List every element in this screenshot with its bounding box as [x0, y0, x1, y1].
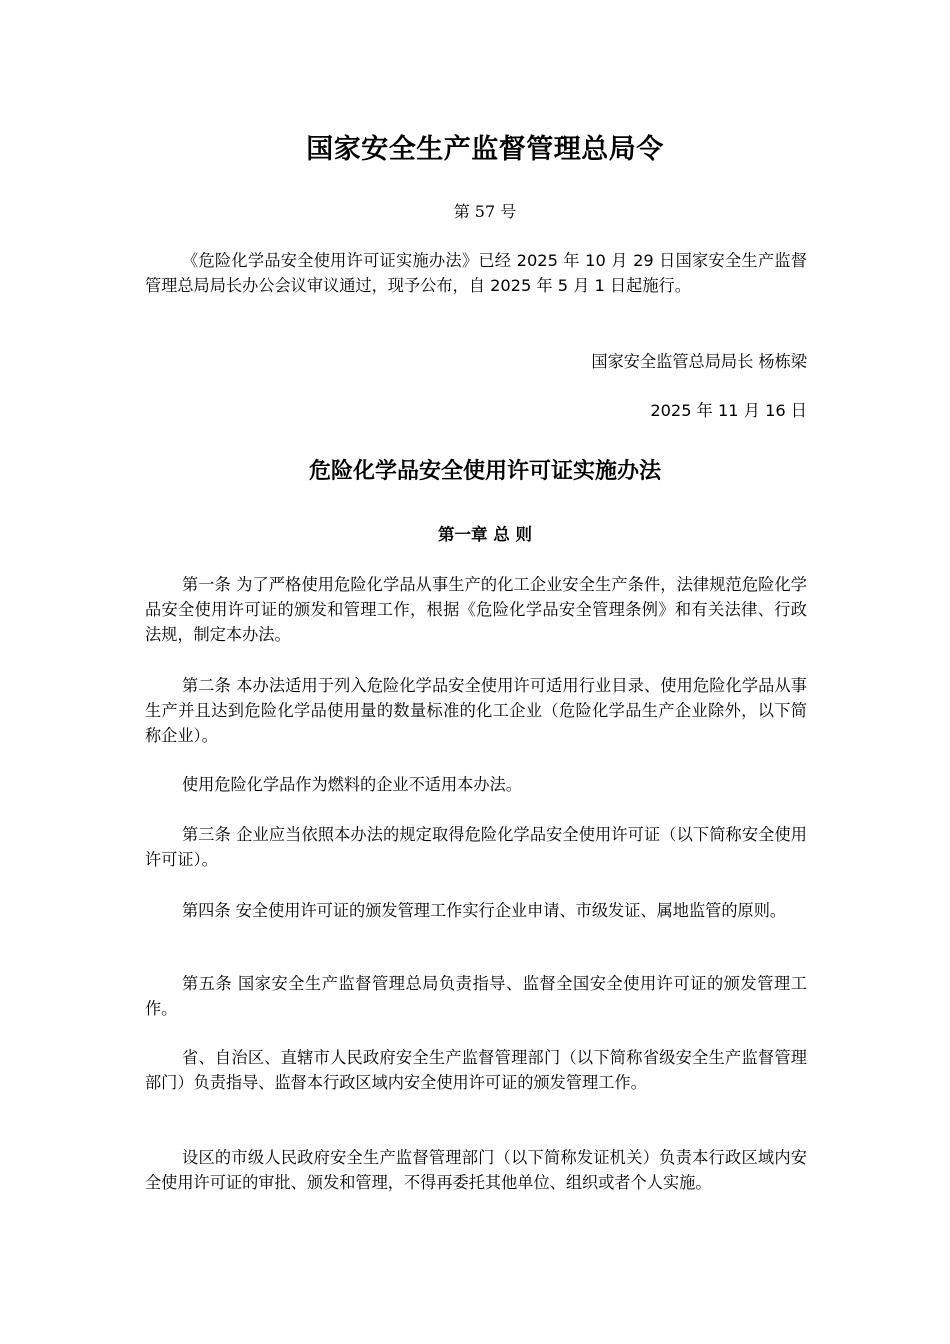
document-title: 危险化学品安全使用许可证实施办法	[308, 459, 661, 484]
article-paragraph: 第三条 企业应当依照本办法的规定取得危险化学品安全使用许可证（以下简称安全使用许可证）。	[145, 825, 807, 869]
order-number: 第 57 号	[453, 202, 517, 221]
order-title: 国家安全生产监督管理总局令	[306, 134, 664, 165]
article-paragraph: 省、自治区、直辖市人民政府安全生产监督管理部门（以下简称省级安全生产监督管理部门）负责指导、监督本行政区域内安全使用许可证的颁发管理工作。	[145, 1048, 807, 1092]
announcement-paragraph: 《危险化学品安全使用许可证实施办法》已经 2025 年 10 月 29 日国家安全生产监督管理总局局长办公会议审议通过，现予公布，自 2025 年 5 月 1 日起施行。	[145, 251, 807, 295]
article-paragraph: 第二条 本办法适用于列入危险化学品安全使用许可适用行业目录、使用危险化学品从事生产并且达到危险化学品使用量的数量标准的化工企业（危险化学品生产企业除外，以下简称企业）。	[145, 676, 807, 745]
article-paragraph: 第四条 安全使用许可证的颁发管理工作实行企业申请、市级发证、属地监管的原则。	[182, 901, 787, 920]
article-paragraph: 使用危险化学品作为燃料的企业不适用本办法。	[182, 775, 522, 794]
article-paragraph: 设区的市级人民政府安全生产监督管理部门（以下简称发证机关）负责本行政区域内安全使用许可证的审批、颁发和管理，不得再委托其他单位、组织或者个人实施。	[145, 1148, 807, 1192]
chapter-heading: 第一章 总 则	[438, 525, 532, 544]
order-date: 2025 年 11 月 16 日	[650, 401, 807, 420]
signatory: 国家安全监管总局局长 杨栋梁	[591, 352, 807, 371]
article-paragraph: 第一条 为了严格使用危险化学品从事生产的化工企业安全生产条件，法律规范危险化学品安全使用许可证的颁发和管理工作，根据《危险化学品安全管理条例》和有关法律、行政法规，制定本办法。	[145, 575, 807, 644]
article-paragraph: 第五条 国家安全生产监督管理总局负责指导、监督全国安全使用许可证的颁发管理工作。	[145, 974, 807, 1018]
